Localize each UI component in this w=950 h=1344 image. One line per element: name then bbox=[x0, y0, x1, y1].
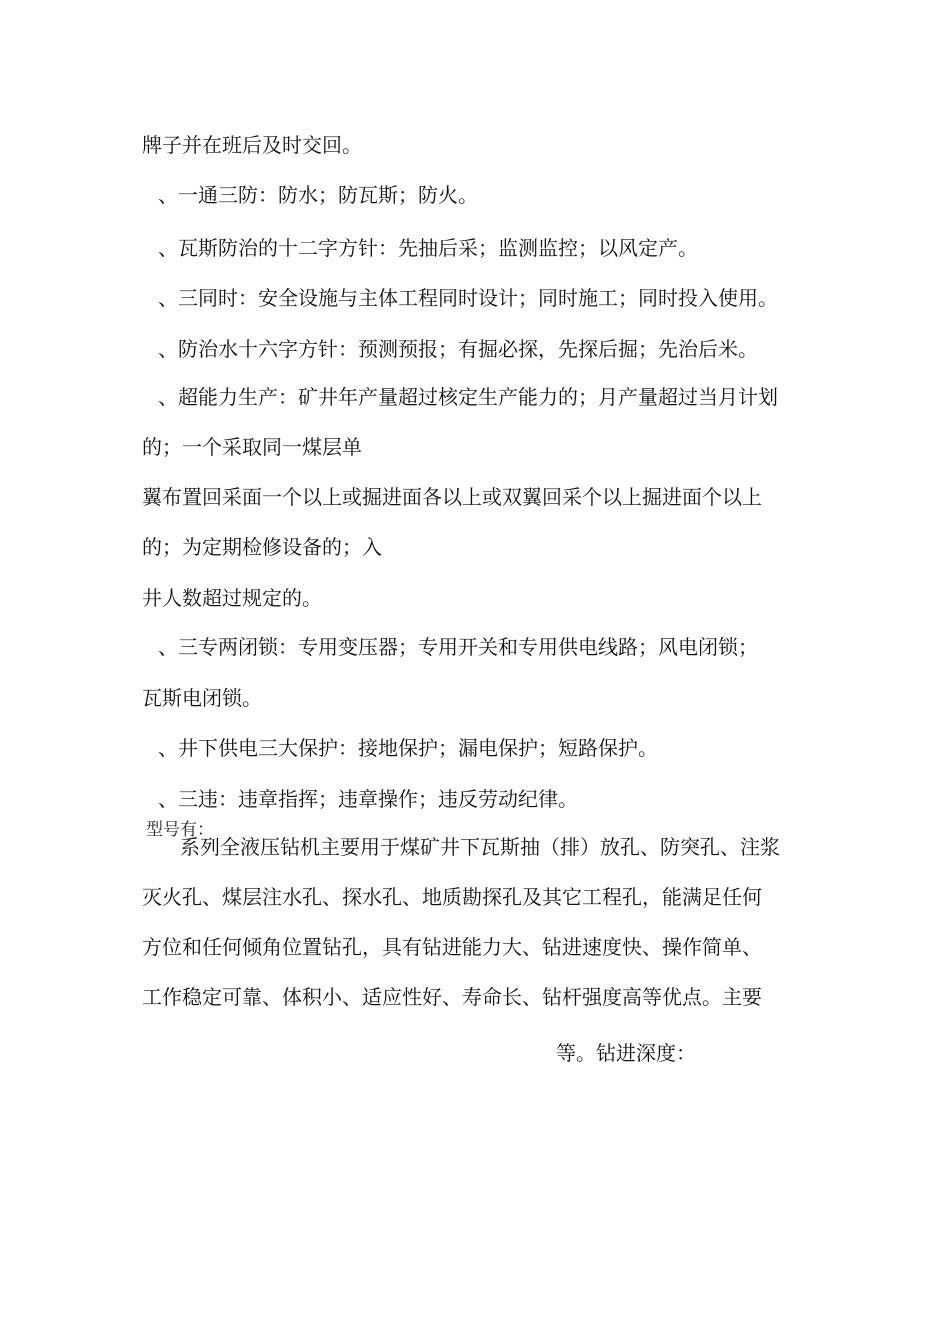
text-line: 工作稳定可靠、体积小、适应性好、寿命长、钻杆强度高等优点。主要 bbox=[142, 985, 762, 1009]
text-line: 的；一个采取同一煤层单 bbox=[142, 435, 362, 459]
text-line: 、井下供电三大保护：接地保护；漏电保护；短路保护。 bbox=[158, 736, 658, 760]
overlay-label: 型号有： bbox=[146, 820, 214, 840]
text-line: 灭火孔、煤层注水孔、探水孔、地质勘探孔及其它工程孔，能满足任何 bbox=[142, 885, 762, 909]
text-line: 牌子并在班后及时交回。 bbox=[142, 133, 362, 157]
text-line: 、防治水十六字方针：预测预报；有掘必探，先探后掘；先治后米。 bbox=[158, 337, 758, 361]
text-line: 系列全液压钻机主要用于煤矿井下瓦斯抽（排）放孔、防突孔、注浆 bbox=[180, 835, 780, 859]
text-line: 井人数超过规定的。 bbox=[142, 586, 322, 610]
text-line: 、三违：违章指挥；违章操作；违反劳动纪律。 bbox=[158, 787, 578, 811]
text-line: 方位和任何倾角位置钻孔，具有钻进能力大、钻进速度快、操作简单、 bbox=[142, 935, 762, 959]
text-line: 、瓦斯防治的十二字方针：先抽后采；监测监控；以风定产。 bbox=[158, 236, 698, 260]
text-line: 、一通三防：防水；防瓦斯；防火。 bbox=[158, 183, 478, 207]
text-line: 、超能力生产：矿井年产量超过核定生产能力的；月产量超过当月计划 bbox=[158, 385, 778, 409]
text-line: 的；为定期检修设备的；入 bbox=[142, 535, 382, 559]
text-line: 、三专两闭锁：专用变压器；专用开关和专用供电线路；风电闭锁； bbox=[158, 635, 758, 659]
text-line: 瓦斯电闭锁。 bbox=[142, 686, 262, 710]
text-line: 、三同时：安全设施与主体工程同时设计；同时施工；同时投入使用。 bbox=[158, 286, 778, 310]
text-line: 翼布置回采面一个以上或掘进面各以上或双翼回采个以上掘进面个以上 bbox=[142, 485, 762, 509]
text-line: 等。钻进深度： bbox=[556, 1041, 696, 1065]
